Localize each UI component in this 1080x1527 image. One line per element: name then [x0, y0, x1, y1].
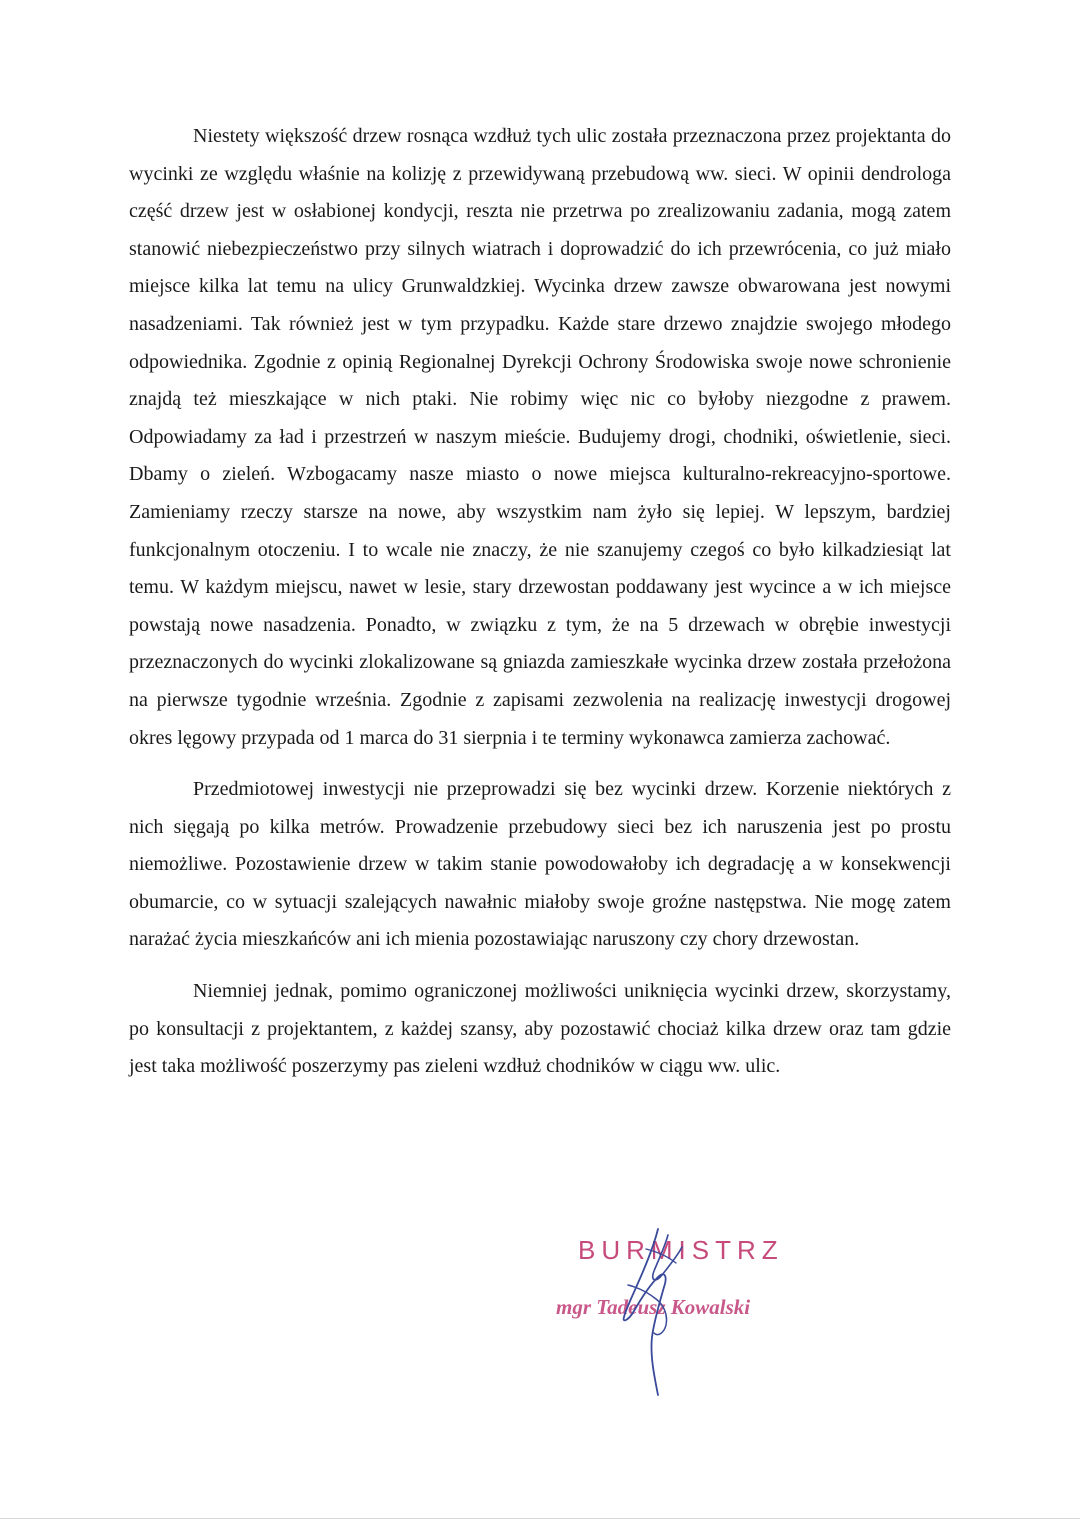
paragraph-2: Przedmiotowej inwestycji nie przeprowadzi się bez wycinki drzew. Korzenie niektórych z nich sięgają po kilka metrów. Prowadzenie przebudowy sieci bez ich naruszenia jest po prostu niemożliwe. Pozostawienie drzew w takim stanie powodowałoby ich degradację a w konsekwencji obumarcie, co w sytuacji szalejących nawałnic miałoby swoje groźne następstwa. Nie mogę zatem narażać życia mieszkańców ani ich mienia pozostawiając naruszony czy chory drzewostan. — [129, 778, 951, 951]
paragraph-3: Niemniej jednak, pomimo ograniczonej możliwości uniknięcia wycinki drzew, skorzystamy, po konsultacji z projektantem, z każdej szansy, aby pozostawić chociaż kilka drzew oraz tam gdzie jest taka możliwość poszerzymy pas zieleni wzdłuż chodników w ciągu ww. ulic. — [129, 980, 951, 1078]
mayor-stamp — [550, 1225, 810, 1405]
handwritten-signature — [550, 1225, 810, 1405]
stamp-name: mgr Tadeusz Kowalski — [556, 1295, 751, 1319]
paragraph-1: Niestety większość drzew rosnąca wzdłuż tych ulic została przeznaczona przez projektanta do wycinki ze względu właśnie na kolizję z przewidywaną przebudową ww. sieci. W opinii dendrologa część drzew jest w osłabionej kondycji, reszta nie przetrwa po zrealizowaniu zadania, mogą zatem stanowić niebezpieczeństwo przy silnych wiatrach i doprowadzić do ich przewrócenia, co już miało miejsce kilka lat temu na ulicy Grunwaldzkiej. Wycinka drzew zawsze obwarowana jest nowymi nasadzeniami. Tak również jest w tym przypadku. Każde stare drzewo znajdzie swojego młodego odpowiednika. Zgodnie z opinią Regionalnej Dyrekcji Ochrony Środowiska swoje nowe schronienie znajdą też mieszkające w nich ptaki. Nie robimy więc nic co byłoby niezgodne z prawem. Odpowiadamy za ład i przestrzeń w naszym mieście. Budujemy drogi, chodniki, oświetlenie, sieci. Dbamy o zieleń. Wzbogacamy nasze miasto o nowe miejsca kulturalno-rekreacyjno-sportowe. Zamieniamy rzeczy starsze na nowe, aby wszystkim nam żyło się lepiej. W lepszym, bardziej funkcjonalnym otoczeniu. I to wcale nie znaczy, że nie szanujemy czegoś co było kilkadziesiąt lat temu. W każdym miejscu, nawet w lesie, stary drzewostan poddawany jest wycince a w ich miejsce powstają nowe nasadzenia. Ponadto, w związku z tym, że na 5 drzewach w obrębie inwestycji przeznaczonych do wycinki zlokalizowane są gniazda zamieszkałe wycinka drzew została przełożona na pierwsze tygodnie września. Zgodnie z zapisami zezwolenia na realizację inwestycji drogowej okres lęgowy przypada od 1 marca do 31 sierpnia i te terminy wykonawca zamierza zachować. — [129, 125, 951, 749]
page-bottom-edge — [0, 1518, 1080, 1519]
stamp-title: BURMISTRZ — [578, 1235, 784, 1265]
letter-body — [129, 118, 951, 1100]
